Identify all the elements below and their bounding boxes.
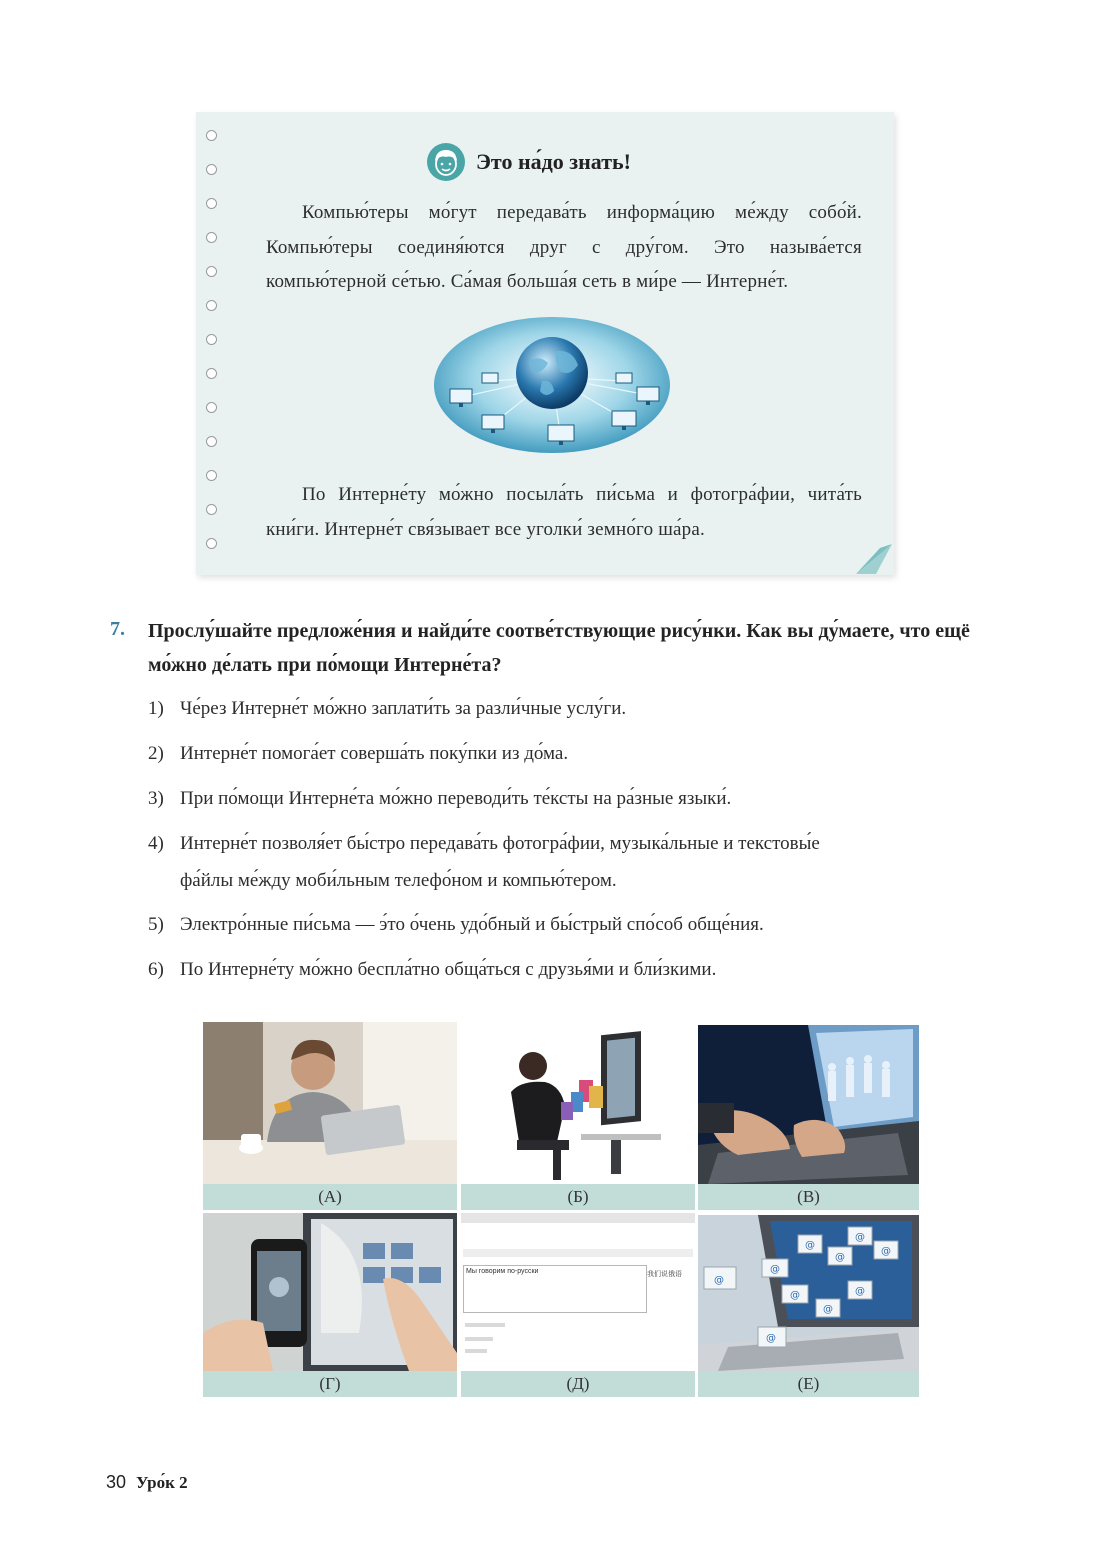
list-item	[148, 735, 568, 772]
network-globe-image	[432, 315, 672, 455]
ring	[206, 436, 217, 447]
caption-d: (Г)	[203, 1371, 457, 1397]
card-title: Это на́до знать!	[476, 149, 631, 174]
ring	[206, 402, 217, 413]
item-text: Интерне́т позволя́ет бы́стро передава́ть фотогра́фии, музыка́льные и текстовы́е	[180, 833, 820, 854]
item-number: 2)	[148, 743, 164, 764]
svg-text:@: @	[881, 1246, 891, 1257]
exercise-number: 7.	[110, 618, 125, 640]
item-number: 3)	[148, 788, 164, 809]
list-item	[148, 906, 764, 943]
picture-a	[203, 1022, 457, 1184]
ring	[206, 300, 217, 311]
svg-text:@: @	[714, 1275, 724, 1286]
page-number: 30	[106, 1472, 127, 1492]
text-line	[465, 1323, 505, 1327]
caption-c: (В)	[698, 1184, 919, 1210]
translator-output: 我们说俄语	[647, 1270, 682, 1278]
item-number: 4)	[148, 833, 164, 854]
svg-text:@: @	[855, 1232, 865, 1243]
svg-text:@: @	[790, 1290, 800, 1301]
svg-text:@: @	[766, 1333, 776, 1344]
item-number: 6)	[148, 959, 164, 980]
picture-e	[461, 1213, 695, 1371]
picture-f	[698, 1215, 919, 1371]
translator-input: Мы говорим по-русски	[463, 1265, 647, 1313]
ring	[206, 198, 217, 209]
card-paragraph-1: Компью́теры мо́гут передава́ть информа́цию ме́жду собо́й. Компью́теры соединя́ются друг с дру́гом. Это называ́ется компью́терной се́тью. Са́мая больша́я сеть в ми́ре — Интерне́т.	[266, 202, 862, 292]
ring	[206, 504, 217, 515]
ring	[206, 164, 217, 175]
text-line	[465, 1337, 493, 1341]
svg-text:@: @	[835, 1252, 845, 1263]
text-line	[465, 1349, 487, 1353]
item-text: Че́рез Интерне́т мо́жно заплати́ть за разли́чные услу́ги.	[180, 698, 627, 719]
browser-bar	[461, 1213, 695, 1223]
face-icon	[426, 142, 466, 182]
ring	[206, 266, 217, 277]
ring	[206, 368, 217, 379]
ring	[206, 470, 217, 481]
svg-text:@: @	[770, 1264, 780, 1275]
list-item	[148, 951, 716, 988]
ring	[206, 130, 217, 141]
card-paragraph-2: По Интерне́ту мо́жно посыла́ть пи́сьма и фотогра́фии, чита́ть кни́ги. Интерне́т свя́зывает все уголки́ земно́го ша́ра.	[266, 484, 862, 540]
translator-toolbar	[463, 1249, 693, 1257]
picture-b	[461, 1022, 695, 1184]
caption-b: (Б)	[461, 1184, 695, 1210]
item-number: 1)	[148, 698, 164, 719]
page-fold-corner	[856, 544, 892, 574]
caption-e: (Д)	[461, 1371, 695, 1397]
ring	[206, 334, 217, 345]
svg-text:@: @	[855, 1286, 865, 1297]
info-card	[196, 112, 894, 575]
list-item	[148, 690, 626, 727]
item-text: При по́мощи Интерне́та мо́жно переводи́ть те́ксты на ра́зные языки́.	[180, 788, 732, 809]
page-footer	[106, 1472, 188, 1493]
card-header	[426, 142, 631, 182]
list-item	[148, 780, 731, 817]
svg-text:@: @	[805, 1240, 815, 1251]
list-item	[148, 825, 820, 899]
exercise-heading: Прослу́шайте предложе́ния и найди́те соотве́тствующие рису́нки. Как вы ду́маете, что ещё мо́жно де́лать при по́мощи Интерне́та?	[148, 620, 970, 676]
svg-text:@: @	[823, 1304, 833, 1315]
item-number: 5)	[148, 914, 164, 935]
lesson-label: Уро́к 2	[136, 1473, 188, 1492]
caption-f: (Е)	[698, 1371, 919, 1397]
item-text: Электро́нные пи́сьма — э́то о́чень удо́бный и бы́стрый спо́соб обще́ния.	[180, 914, 764, 935]
item-text-continued: фа́йлы ме́жду моби́льным телефо́ном и компью́тером.	[180, 870, 617, 891]
picture-c	[698, 1025, 919, 1184]
item-text: По Интерне́ту мо́жно беспла́тно обща́ться с друзья́ми и бли́зкими.	[180, 959, 717, 980]
ring	[206, 232, 217, 243]
item-text: Интерне́т помога́ет соверша́ть поку́пки из до́ма.	[180, 743, 569, 764]
ring	[206, 538, 217, 549]
picture-d	[203, 1213, 457, 1371]
caption-a: (А)	[203, 1184, 457, 1210]
